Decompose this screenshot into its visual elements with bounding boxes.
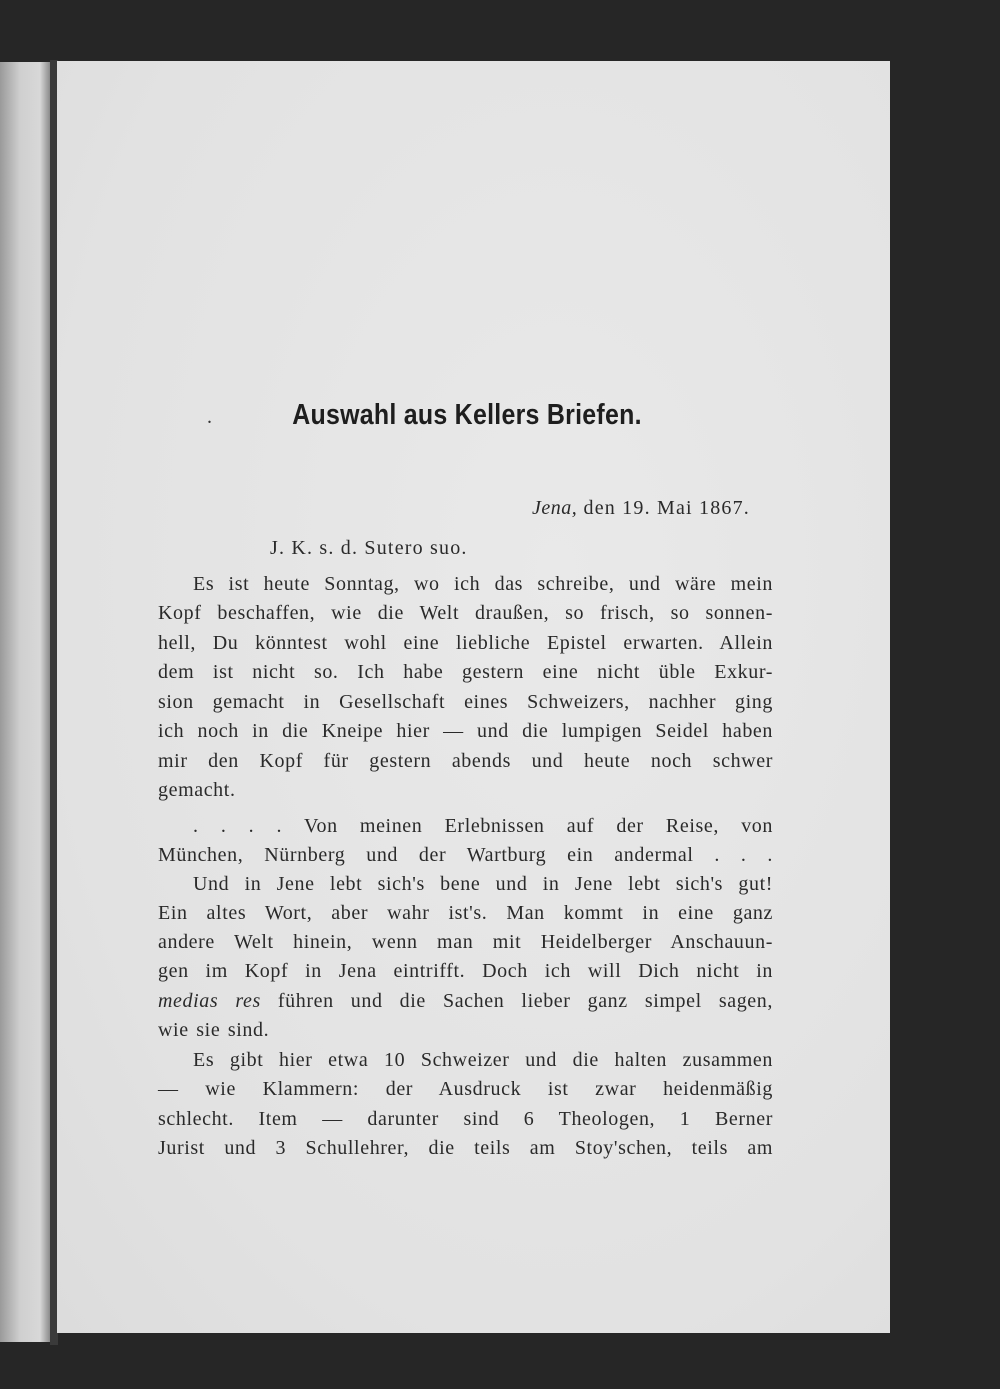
text-line: München, Nürnberg und der Wartburg ein andermal . . . <box>158 844 773 866</box>
line-rest: führen und die Sachen lieber ganz simpel sagen, <box>260 990 773 1012</box>
text-line: Kopf beschaffen, wie die Welt draußen, so frisch, so sonnen- <box>158 602 773 624</box>
text-line: Jurist und 3 Schullehrer, die teils am Stoy'schen, teils am <box>158 1137 773 1159</box>
text-line: hell, Du könntest wohl eine liebliche Epistel erwarten. Allein <box>158 632 773 654</box>
date-place: Jena, <box>532 497 578 519</box>
text-line: Ein altes Wort, aber wahr ist's. Man kommt in eine ganz <box>158 902 773 924</box>
text-line: wie sie sind. <box>158 1019 270 1041</box>
text-line: ich noch in die Kneipe hier — und die lumpigen Seidel haben <box>158 720 773 742</box>
text-line: Es gibt hier etwa 10 Schweizer und die halten zusammen <box>193 1049 773 1071</box>
text-line: gen im Kopf in Jena eintrifft. Doch ich will Dich nicht in <box>158 960 773 982</box>
text-line: Es ist heute Sonntag, wo ich das schreibe, und wäre mein <box>193 573 773 595</box>
salutation: J. K. s. d. Sutero suo. <box>270 537 468 559</box>
text-line: — wie Klammern: der Ausdruck ist zwar heidenmäßig <box>158 1078 773 1100</box>
facing-page-edge <box>0 62 50 1342</box>
title-mark: . <box>207 406 212 428</box>
text-line: dem ist nicht so. Ich habe gestern eine nicht üble Exkur- <box>158 661 773 683</box>
text-line: Und in Jene lebt sich's bene und in Jene lebt sich's gut! <box>193 873 773 895</box>
book-page <box>57 61 890 1333</box>
text-line: . . . . Von meinen Erlebnissen auf der Reise, von <box>193 815 773 837</box>
text-line <box>158 988 773 1014</box>
text-line: schlecht. Item — darunter sind 6 Theologen, 1 Berner <box>158 1108 773 1130</box>
text-line: sion gemacht in Gesellschaft eines Schweizers, nachher ging <box>158 691 773 713</box>
text-line: mir den Kopf für gestern abends und heute noch schwer <box>158 750 773 772</box>
italic-phrase: medias res <box>158 990 261 1012</box>
date-text: den 19. Mai 1867. <box>583 497 750 519</box>
page-title: Auswahl aus Kellers Briefen. <box>292 399 642 431</box>
text-line: gemacht. <box>158 779 236 801</box>
letter-date <box>532 496 750 520</box>
text-line: andere Welt hinein, wenn man mit Heidelberger Anschauun- <box>158 931 773 953</box>
